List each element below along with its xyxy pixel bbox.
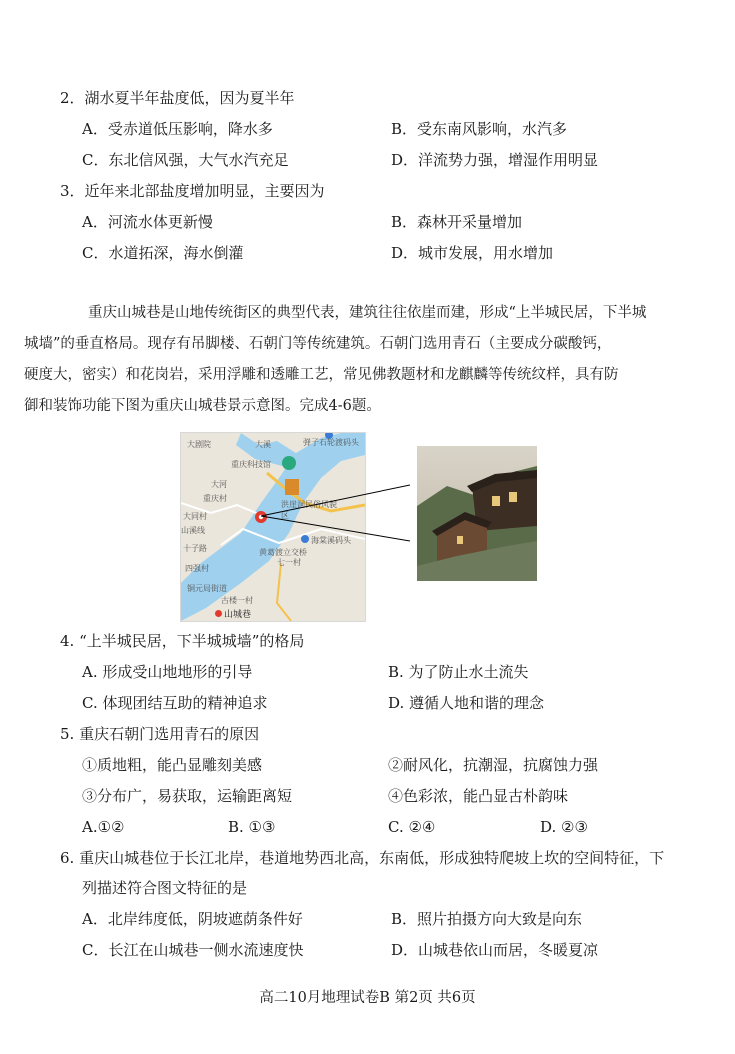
q6-option-b: B．照片拍摄方向大致是向东 (391, 910, 583, 928)
q4-option-c: C. 体现团结互助的精神追求 (82, 694, 268, 712)
map-label: 山溪线 (181, 526, 205, 535)
q5-statement-4: ④色彩浓，能凸显古朴韵味 (388, 787, 569, 805)
map-label: 古楼一村 (221, 596, 253, 605)
q4-stem: 4. “上半城民居，下半城城墙”的格局 (60, 632, 305, 650)
q6-option-a: A．北岸纬度低，阴坡遮荫条件好 (82, 910, 303, 928)
q5-option-a: A.①② (82, 818, 125, 836)
q6-stem-line-1: 6. 重庆山城巷位于长江北岸，巷道地势西北高，东南低，形成独特爬坡上坎的空间特征，下 (60, 849, 665, 867)
q5-option-b: B. ①③ (228, 818, 276, 836)
q4-option-d: D. 遵循人地和谐的理念 (388, 694, 545, 712)
passage-line-4: 御和装饰功能下图为重庆山城巷景示意图。完成4-6题。 (24, 398, 381, 414)
q5-statement-1: ①质地粗，能凸显雕刻美感 (82, 756, 263, 774)
q2-option-d: D．洋流势力强，增湿作用明显 (391, 151, 599, 169)
q5-option-c: C. ②④ (388, 818, 436, 836)
q5-stem: 5. 重庆石朝门选用青石的原因 (60, 725, 260, 743)
map-label: 海棠溪码头 (311, 536, 351, 545)
q3-stem: 3．近年来北部盐度增加明显，主要因为 (60, 182, 325, 200)
map-label: 大河 (211, 480, 227, 489)
passage-line-2: 城墙”的垂直格局。现存有吊脚楼、石朝门等传统建筑。石朝门选用青石（主要成分碳酸钙， (24, 336, 612, 352)
q2-stem: 2．湖水夏半年盐度低，因为夏半年 (60, 89, 295, 107)
q4-option-b: B. 为了防止水土流失 (388, 663, 529, 681)
map-label: 重庆科技馆 (231, 460, 271, 469)
q3-option-c: C．水道拓深，海水倒灌 (82, 244, 244, 262)
q3-option-a: A．河流水体更新慢 (82, 213, 213, 231)
map-label: 大同村 (183, 512, 207, 521)
map-label: 十子路 (183, 544, 207, 553)
shanchengxiang-photo (417, 446, 537, 581)
q5-statement-3: ③分布广，易获取，运输距离短 (82, 787, 293, 805)
map-label: 四强村 (185, 564, 209, 573)
q2-option-b: B．受东南风影响，水汽多 (391, 120, 568, 138)
map-label: 洪崖洞民俗风貌区 (281, 500, 337, 520)
q5-statement-2: ②耐风化，抗潮湿，抗腐蚀力强 (388, 756, 599, 774)
q4-option-a: A. 形成受山地地形的引导 (82, 663, 253, 681)
q6-option-d: D．山城巷依山而居，冬暖夏凉 (391, 941, 599, 959)
legend-label: 山城巷 (224, 610, 252, 620)
map-label: 七一村 (277, 558, 301, 567)
q3-option-b: B．森林开采量增加 (391, 213, 523, 231)
passage-line-3: 硬度大，密实）和花岗岩，采用浮雕和透雕工艺，常见佛教题材和龙麒麟等传统纹样，具有防 (24, 367, 619, 383)
q5-option-d: D. ②③ (540, 818, 588, 836)
map-label: 大溪 (255, 440, 271, 449)
q2-option-a: A．受赤道低压影响，降水多 (82, 120, 273, 138)
passage-line-1: 重庆山城巷是山地传统街区的典型代表，建筑往往依崖而建，形成“上半城民居，下半城 (88, 305, 647, 321)
map-label: 黄葛渡立交桥 (259, 548, 307, 557)
page-footer: 高二10月地理试卷B 第2页 共6页 (259, 990, 476, 1006)
q3-option-d: D．城市发展，用水增加 (391, 244, 554, 262)
map-label: 大剧院 (187, 440, 211, 449)
map-label: 弹子石轮渡码头 (303, 438, 359, 447)
map-label: 重庆村 (203, 494, 227, 503)
map-label: 铜元局街道 (187, 584, 227, 593)
q6-option-c: C．长江在山城巷一侧水流速度快 (82, 941, 304, 959)
q2-option-c: C．东北信风强，大气水汽充足 (82, 151, 289, 169)
q6-stem-line-2: 列描述符合图文特征的是 (82, 879, 248, 897)
